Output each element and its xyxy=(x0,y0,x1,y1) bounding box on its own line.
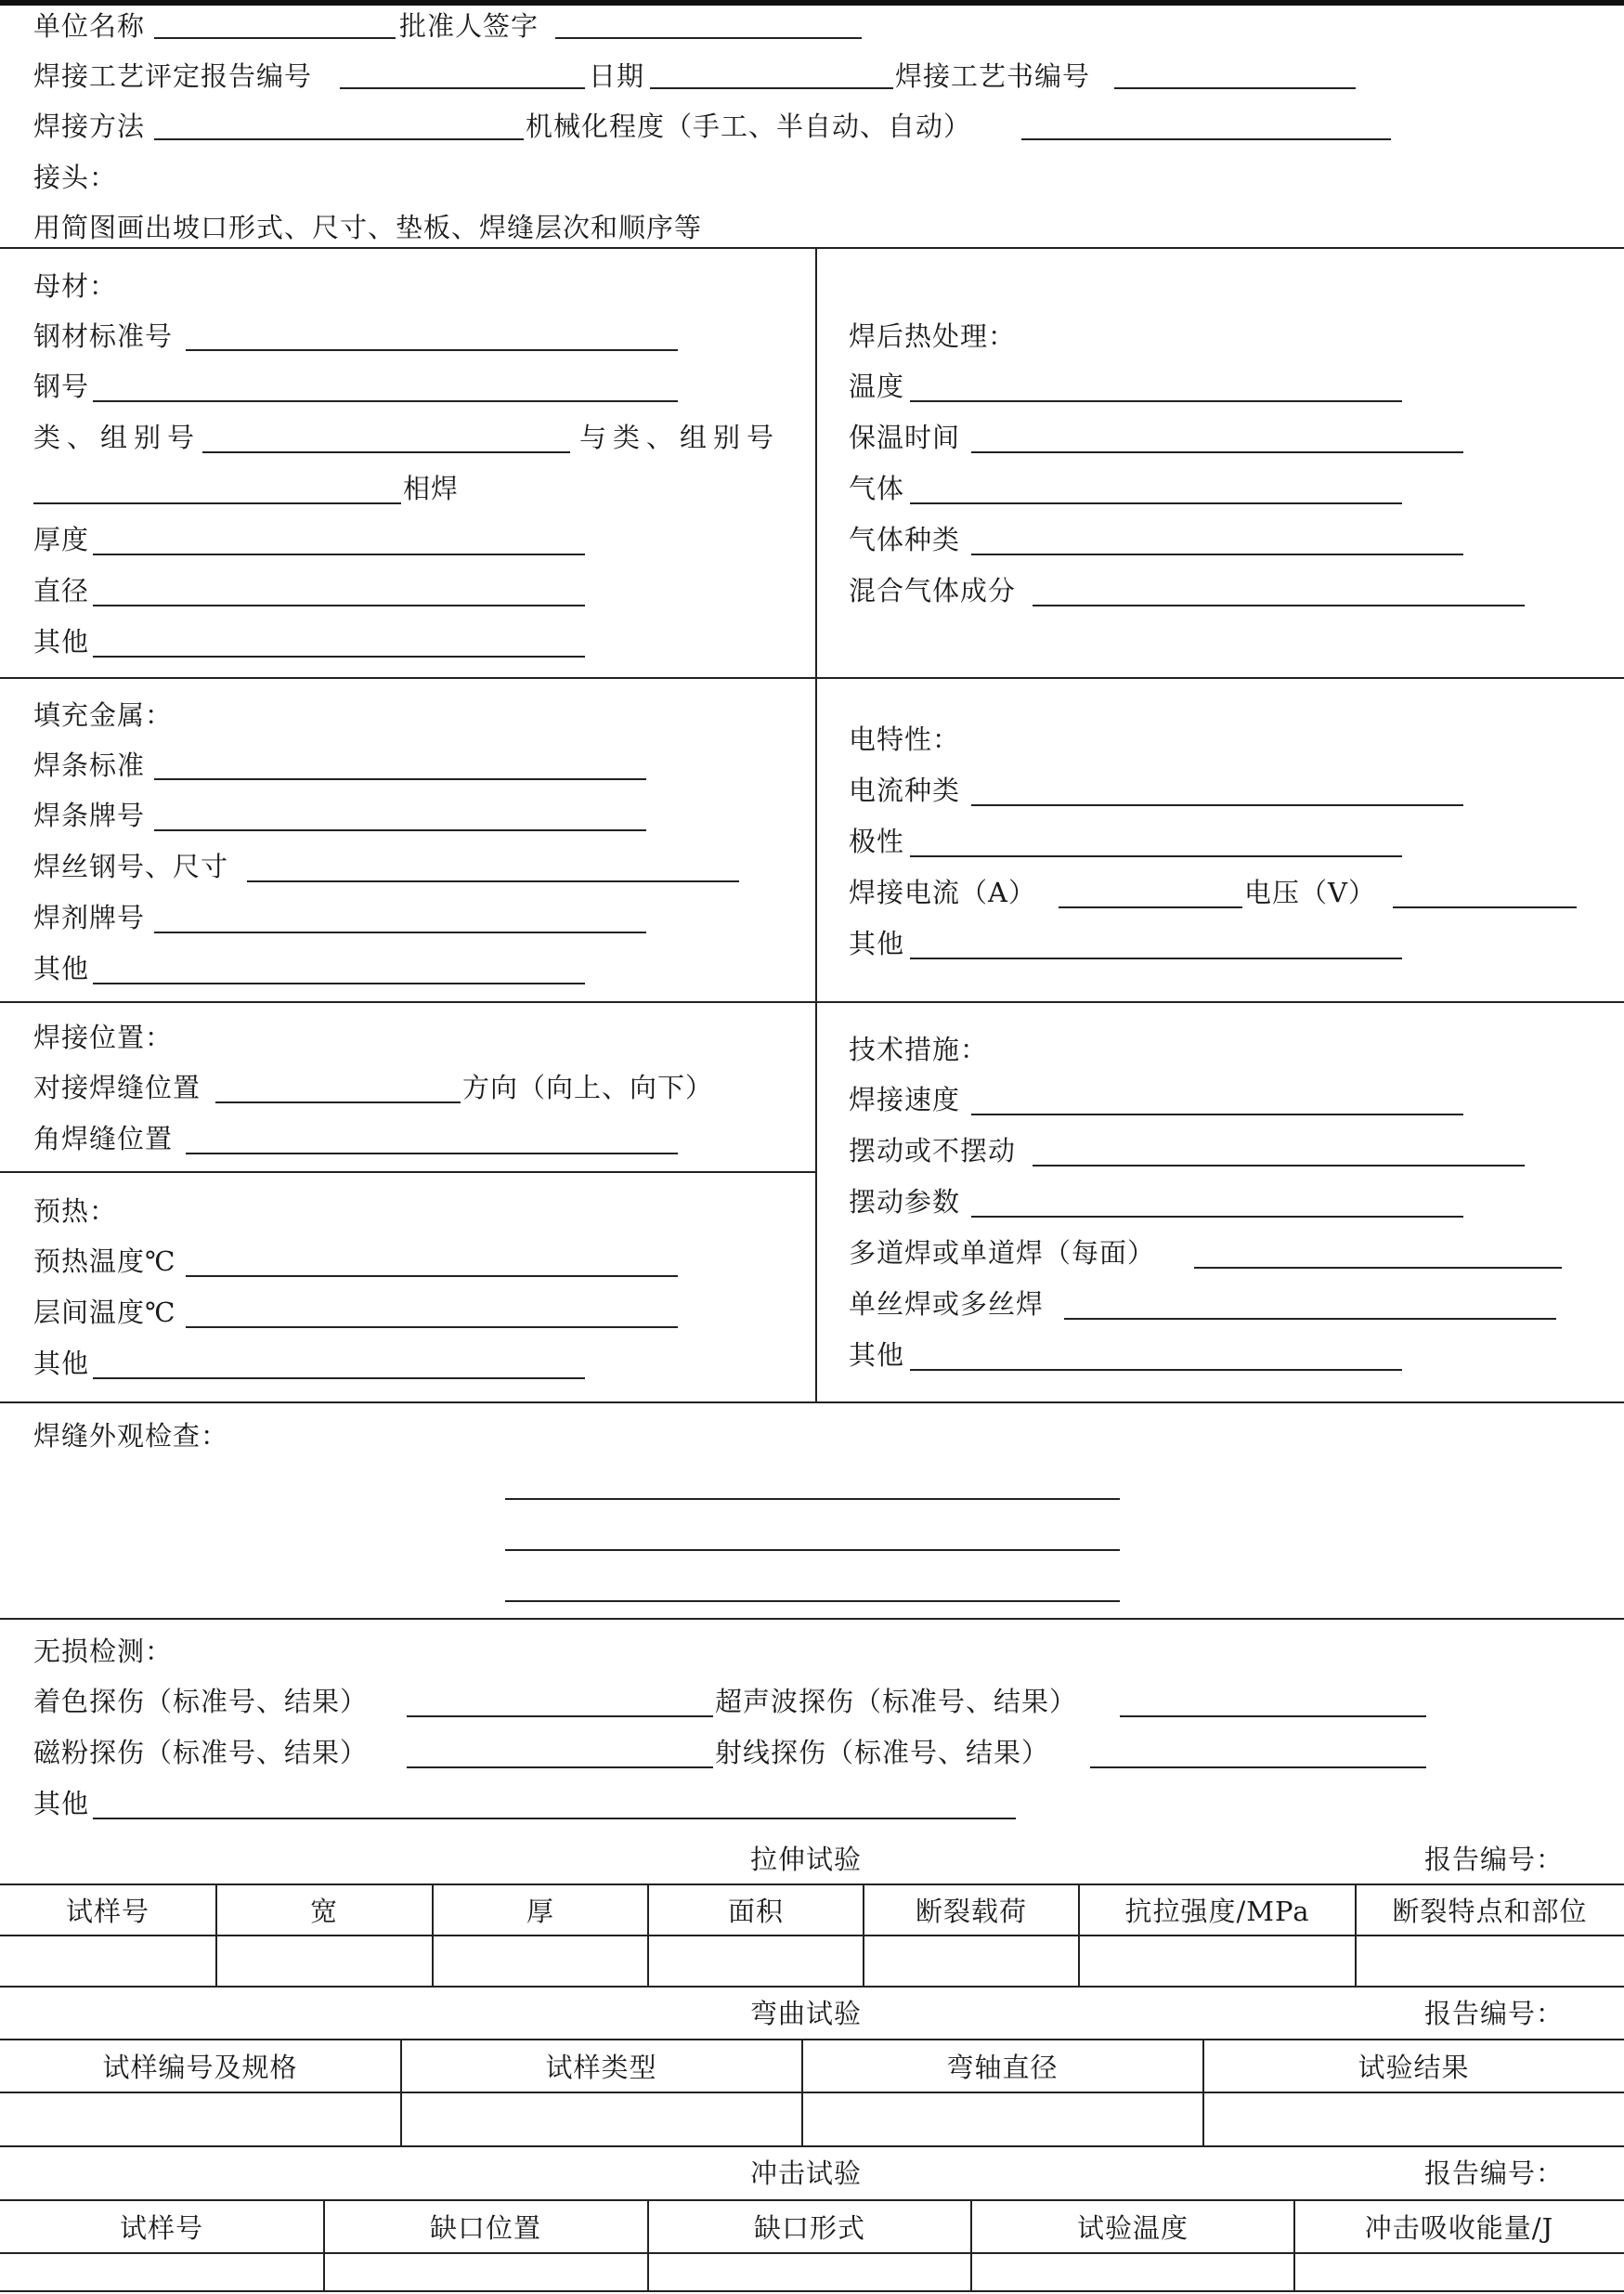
impact-header-cell: 缺口形式 xyxy=(753,2212,865,2244)
pt-label: 着色探伤（标准号、结果） xyxy=(33,1686,369,1717)
thickness-label: 厚度 xyxy=(33,524,90,555)
welding-method-field[interactable] xyxy=(154,138,524,140)
impact-header-cell: 试验温度 xyxy=(1076,2212,1189,2244)
current-label: 焊接电流（A） xyxy=(849,877,1036,908)
ndt-other-field[interactable] xyxy=(93,1818,1016,1819)
pqr-number-label: 焊接工艺评定报告编号 xyxy=(33,60,313,92)
gas-mix-label: 混合气体成分 xyxy=(849,575,1017,606)
gas-label: 气体 xyxy=(849,473,905,504)
ndt-other-label: 其他 xyxy=(33,1788,90,1819)
tensile-report-no: 报告编号： xyxy=(1424,1844,1565,1875)
mechanization-label: 机械化程度（手工、半自动、自动） xyxy=(526,111,972,142)
ut-field[interactable] xyxy=(1120,1715,1426,1717)
section-divider-4 xyxy=(0,1618,1624,1620)
tensile-data-cell[interactable] xyxy=(1079,1936,1356,1986)
current-type-field[interactable] xyxy=(971,804,1463,806)
filler-metal-title: 填充金属： xyxy=(33,699,174,731)
voltage-label: 电压（V） xyxy=(1244,877,1376,908)
bend-bottom-line xyxy=(0,2145,1624,2147)
tensile-data-cell[interactable] xyxy=(864,1936,1079,1986)
rt-field[interactable] xyxy=(1090,1766,1426,1768)
technique-other-label: 其他 xyxy=(849,1339,905,1371)
impact-data-cell[interactable] xyxy=(648,2254,971,2290)
bend-header-cell: 试验结果 xyxy=(1358,2052,1470,2083)
group-number-label: 类、组别号 xyxy=(33,422,201,453)
ndt-title: 无损检测： xyxy=(33,1636,174,1667)
tensile-data-cell[interactable] xyxy=(216,1936,432,1986)
travel-speed-field[interactable] xyxy=(971,1114,1463,1115)
impact-report-no: 报告编号： xyxy=(1424,2157,1565,2189)
impact-data-cell[interactable] xyxy=(971,2254,1294,2290)
visual-inspection-field-1[interactable] xyxy=(505,1498,1120,1500)
weave-params-field[interactable] xyxy=(971,1216,1463,1218)
tensile-header-cell: 抗拉强度/MPa xyxy=(1124,1896,1310,1927)
butt-position-field[interactable] xyxy=(215,1101,461,1103)
ut-label: 超声波探伤（标准号、结果） xyxy=(715,1686,1078,1717)
electrode-standard-field[interactable] xyxy=(154,778,646,780)
with-group-field[interactable] xyxy=(33,502,401,504)
wps-number-field[interactable] xyxy=(1114,87,1356,89)
preheat-other-field[interactable] xyxy=(93,1377,585,1379)
visual-inspection-field-3[interactable] xyxy=(505,1600,1120,1602)
fillet-position-label: 角焊缝位置 xyxy=(33,1123,174,1154)
welding-method-label: 焊接方法 xyxy=(33,111,146,142)
group-number-field[interactable] xyxy=(202,451,570,453)
electrical-title: 电特性： xyxy=(849,723,961,755)
date-field[interactable] xyxy=(650,87,893,89)
impact-data-cell[interactable] xyxy=(1294,2254,1624,2290)
single-multi-wire-label: 单丝焊或多丝焊 xyxy=(849,1288,1045,1320)
approver-signature-label: 批准人签字 xyxy=(399,10,539,42)
joint-label: 接头： xyxy=(33,162,118,193)
weave-params-label: 摆动参数 xyxy=(849,1186,961,1218)
steel-standard-field[interactable] xyxy=(186,349,678,351)
electrode-standard-label: 焊条标准 xyxy=(33,749,146,781)
butt-position-label: 对接焊缝位置 xyxy=(33,1072,201,1103)
polarity-label: 极性 xyxy=(849,826,905,857)
tensile-header-cell: 面积 xyxy=(727,1896,784,1927)
visual-inspection-title: 焊缝外观检查： xyxy=(33,1420,229,1452)
top-border xyxy=(0,0,1624,6)
section-divider-2 xyxy=(0,1001,1624,1003)
visual-inspection-field-2[interactable] xyxy=(505,1549,1120,1551)
position-title: 焊接位置： xyxy=(33,1022,174,1053)
impact-data-cell[interactable] xyxy=(324,2254,647,2290)
column-divider xyxy=(815,247,817,1402)
impact-bottom-line xyxy=(0,2290,1624,2292)
pt-field[interactable] xyxy=(407,1715,713,1717)
tensile-header-cell: 宽 xyxy=(309,1896,338,1927)
position-preheat-divider xyxy=(0,1171,815,1173)
tensile-title: 拉伸试验 xyxy=(750,1844,863,1875)
diameter-field[interactable] xyxy=(93,605,585,606)
gas-mix-field[interactable] xyxy=(1033,605,1525,606)
bend-report-no: 报告编号： xyxy=(1424,1998,1565,2029)
preheat-temp-field[interactable] xyxy=(186,1275,678,1277)
bend-data-cell[interactable] xyxy=(0,2093,400,2145)
voltage-field[interactable] xyxy=(1393,906,1577,908)
holding-time-label: 保温时间 xyxy=(849,422,961,453)
gas-type-label: 气体种类 xyxy=(849,524,961,555)
multi-single-pass-field[interactable] xyxy=(1194,1267,1562,1269)
approver-signature-field[interactable] xyxy=(555,37,862,39)
base-other-label: 其他 xyxy=(33,626,90,658)
polarity-field[interactable] xyxy=(910,855,1402,857)
base-metal-title: 母材： xyxy=(33,270,118,302)
bend-header-cell: 试样编号及规格 xyxy=(102,2052,298,2083)
header-divider xyxy=(0,247,1624,249)
weave-field[interactable] xyxy=(1033,1165,1525,1167)
electrode-brand-label: 焊条牌号 xyxy=(33,800,146,831)
flux-brand-field[interactable] xyxy=(154,932,646,933)
filler-other-field[interactable] xyxy=(93,983,585,984)
steel-standard-label: 钢材标准号 xyxy=(33,320,174,352)
mt-field[interactable] xyxy=(407,1766,713,1768)
impact-header-cell: 冲击吸收能量/J xyxy=(1364,2212,1554,2244)
impact-header-cell: 试样号 xyxy=(119,2212,203,2244)
weave-label: 摆动或不摆动 xyxy=(849,1135,1017,1167)
wire-grade-field[interactable] xyxy=(247,880,739,882)
preheat-title: 预热： xyxy=(33,1195,118,1227)
impact-header-cell: 缺口位置 xyxy=(429,2212,541,2244)
current-field[interactable] xyxy=(1059,906,1242,908)
with-group-label: 与类、组别号 xyxy=(579,422,781,453)
wps-number-label: 焊接工艺书编号 xyxy=(895,60,1091,92)
mt-label: 磁粉探伤（标准号、结果） xyxy=(33,1737,369,1768)
bend-data-cell[interactable] xyxy=(401,2093,801,2145)
gas-type-field[interactable] xyxy=(971,554,1463,555)
tensile-header-cell: 断裂载荷 xyxy=(915,1896,1027,1927)
flux-brand-label: 焊剂牌号 xyxy=(33,902,146,933)
filler-other-label: 其他 xyxy=(33,953,90,984)
impact-data-cell[interactable] xyxy=(0,2254,323,2290)
steel-grade-field[interactable] xyxy=(93,400,678,402)
bend-header-cell: 弯轴直径 xyxy=(946,2052,1059,2083)
interpass-temp-field[interactable] xyxy=(186,1326,678,1328)
pwht-title: 焊后热处理： xyxy=(849,320,1017,352)
tensile-bottom-line xyxy=(0,1986,1624,1988)
unit-name-field[interactable] xyxy=(154,37,396,39)
section-divider-1 xyxy=(0,677,1624,679)
single-multi-wire-field[interactable] xyxy=(1064,1318,1556,1320)
holding-time-field[interactable] xyxy=(971,451,1463,453)
multi-single-pass-label: 多道焊或单道焊（每面） xyxy=(849,1237,1156,1269)
bend-data-cell[interactable] xyxy=(1203,2093,1624,2145)
electrical-other-field[interactable] xyxy=(910,958,1402,959)
tensile-header-cell: 试样号 xyxy=(65,1896,149,1927)
unit-name-label: 单位名称 xyxy=(33,10,146,42)
joint-sketch-label: 用简图画出坡口形式、尺寸、垫板、焊缝层次和顺序等 xyxy=(33,212,703,243)
rt-label: 射线探伤（标准号、结果） xyxy=(715,1737,1050,1768)
tensile-data-cell[interactable] xyxy=(0,1936,215,1986)
tensile-data-cell[interactable] xyxy=(1356,1936,1624,1986)
tensile-data-cell[interactable] xyxy=(433,1936,648,1986)
preheat-other-label: 其他 xyxy=(33,1348,90,1379)
section-divider-3 xyxy=(0,1401,1624,1403)
technique-title: 技术措施： xyxy=(849,1034,989,1065)
welded-with-label: 相焊 xyxy=(403,473,460,504)
bend-header-cell: 试样类型 xyxy=(545,2052,657,2083)
pqr-number-field[interactable] xyxy=(340,87,585,89)
tensile-header-cell: 断裂特点和部位 xyxy=(1392,1896,1588,1927)
gas-field[interactable] xyxy=(910,502,1402,504)
pwht-temperature-field[interactable] xyxy=(910,400,1402,402)
bend-title: 弯曲试验 xyxy=(750,1998,863,2029)
steel-grade-label: 钢号 xyxy=(33,371,90,402)
current-type-label: 电流种类 xyxy=(849,775,961,806)
base-other-field[interactable] xyxy=(93,656,585,658)
preheat-temp-label: 预热温度℃ xyxy=(33,1245,176,1277)
thickness-field[interactable] xyxy=(93,554,585,555)
diameter-label: 直径 xyxy=(33,575,90,606)
pwht-temperature-label: 温度 xyxy=(849,371,905,402)
technique-other-field[interactable] xyxy=(910,1369,1402,1371)
wire-grade-label: 焊丝钢号、尺寸 xyxy=(33,851,229,882)
electrical-other-label: 其他 xyxy=(849,928,905,959)
fillet-position-field[interactable] xyxy=(186,1153,678,1154)
electrode-brand-field[interactable] xyxy=(154,829,646,831)
tensile-data-cell[interactable] xyxy=(648,1936,864,1986)
mechanization-field[interactable] xyxy=(1021,138,1391,140)
bend-data-cell[interactable] xyxy=(802,2093,1202,2145)
date-label: 日期 xyxy=(589,60,645,92)
direction-label: 方向（向上、向下） xyxy=(462,1072,714,1103)
impact-title: 冲击试验 xyxy=(750,2157,863,2189)
interpass-temp-label: 层间温度℃ xyxy=(33,1297,176,1328)
tensile-header-cell: 厚 xyxy=(526,1896,554,1927)
travel-speed-label: 焊接速度 xyxy=(849,1084,961,1115)
